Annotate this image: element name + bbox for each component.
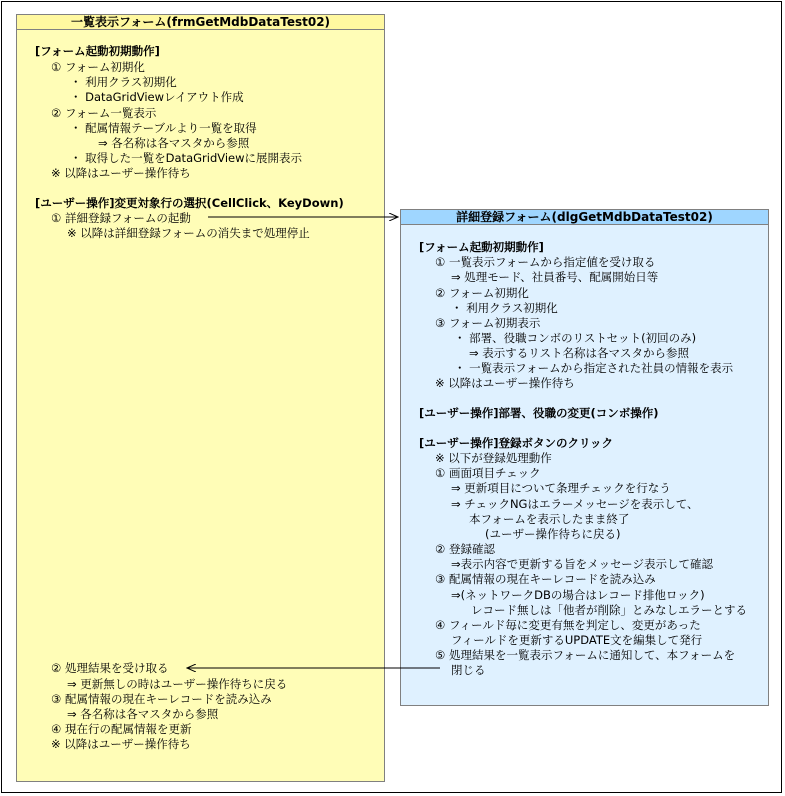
step-text: 閉じる [451, 663, 486, 677]
list-form-title: 一覧表示フォーム(frmGetMdbDataTest02) [17, 15, 384, 30]
section-combo-heading: [ユーザー操作]部署、役職の変更(コンボ操作) [419, 406, 659, 420]
note-text: ※ 以下が登録処理動作 [435, 451, 552, 465]
step-text: ・ 取得した一覧をDataGridViewに展開表示 [70, 151, 303, 165]
step-text: ⇒ 更新無しの時はユーザー操作待ちに戻る [67, 677, 288, 691]
note-text: ※ 以降はユーザー操作待ち [51, 737, 191, 751]
step-text: フィールドを更新するUPDATE文を編集して発行 [451, 633, 703, 647]
section-user-select-heading: [ユーザー操作]変更対象行の選択(CellClick、KeyDown) [35, 196, 344, 210]
step-text: ④ フィールド毎に変更有無を判定し、変更があった [435, 618, 701, 632]
step-text: ③ フォーム初期表示 [435, 316, 541, 330]
step-text: ② フォーム初期化 [435, 286, 529, 300]
step-text: ⇒ チェックNGはエラーメッセージを表示して、 [451, 497, 699, 511]
step-text: ⑤ 処理結果を一覧表示フォームに通知して、本フォームを [435, 648, 736, 662]
step-text: ⇒(ネットワークDBの場合はレコード排他ロック) [451, 588, 705, 602]
step-text: ⇒ 各名称は各マスタから参照 [98, 136, 250, 150]
note-text: ※ 以降は詳細登録フォームの消失まで処理停止 [67, 226, 310, 240]
step-text: ⇒ 更新項目について条理チェックを行なう [451, 481, 671, 495]
detail-form-title: 詳細登録フォーム(dlgGetMdbDataTest02) [401, 210, 768, 225]
detail-form-panel [400, 209, 769, 706]
step-text: ⇒ 処理モード、社員番号、配属開始日等 [451, 270, 659, 284]
step-text: ・ 利用クラス初期化 [70, 75, 177, 89]
step-text: ② 処理結果を受け取る [51, 661, 169, 675]
step-text: ・ 一覧表示フォームから指定された社員の情報を表示 [454, 361, 734, 375]
step-text: ⇒ 表示するリスト名称は各マスタから参照 [469, 346, 690, 360]
section-register-heading: [ユーザー操作]登録ボタンのクリック [419, 436, 614, 450]
step-text: ・ 配属情報テーブルより一覧を取得 [70, 121, 257, 135]
list-form-panel [16, 14, 385, 782]
step-text: ① フォーム初期化 [51, 60, 145, 74]
step-text: ① 詳細登録フォームの起動 [51, 211, 191, 225]
step-text: ③ 配属情報の現在キーレコードを読み込み [51, 692, 272, 706]
section-startup-heading: [フォーム起動初期動作] [419, 240, 544, 254]
step-text: ・ 部署、役職コンボのリストセット(初回のみ) [454, 331, 697, 345]
step-text: ・ DataGridViewレイアウト作成 [70, 90, 244, 104]
step-text: ② 登録確認 [435, 542, 495, 556]
step-text: ⇒表示内容で更新する旨をメッセージ表示して確認 [451, 557, 713, 571]
step-text: ③ 配属情報の現在キーレコードを読み込み [435, 572, 656, 586]
note-text: ※ 以降はユーザー操作待ち [51, 166, 191, 180]
step-text: レコード無しは「他者が削除」とみなしエラーとする [471, 603, 747, 617]
step-text: 本フォームを表示したまま終了 [469, 512, 630, 526]
step-text: ⇒ 各名称は各マスタから参照 [67, 707, 219, 721]
step-text: (ユーザー操作待ちに戻る) [485, 527, 621, 541]
note-text: ※ 以降はユーザー操作待ち [435, 376, 575, 390]
step-text: ① 画面項目チェック [435, 466, 541, 480]
step-text: ② フォーム一覧表示 [51, 106, 157, 120]
step-text: ① 一覧表示フォームから指定値を受け取る [435, 255, 656, 269]
section-startup-heading: [フォーム起動初期動作] [35, 44, 160, 58]
step-text: ・ 利用クラス初期化 [451, 301, 558, 315]
step-text: ④ 現在行の配属情報を更新 [51, 722, 192, 736]
